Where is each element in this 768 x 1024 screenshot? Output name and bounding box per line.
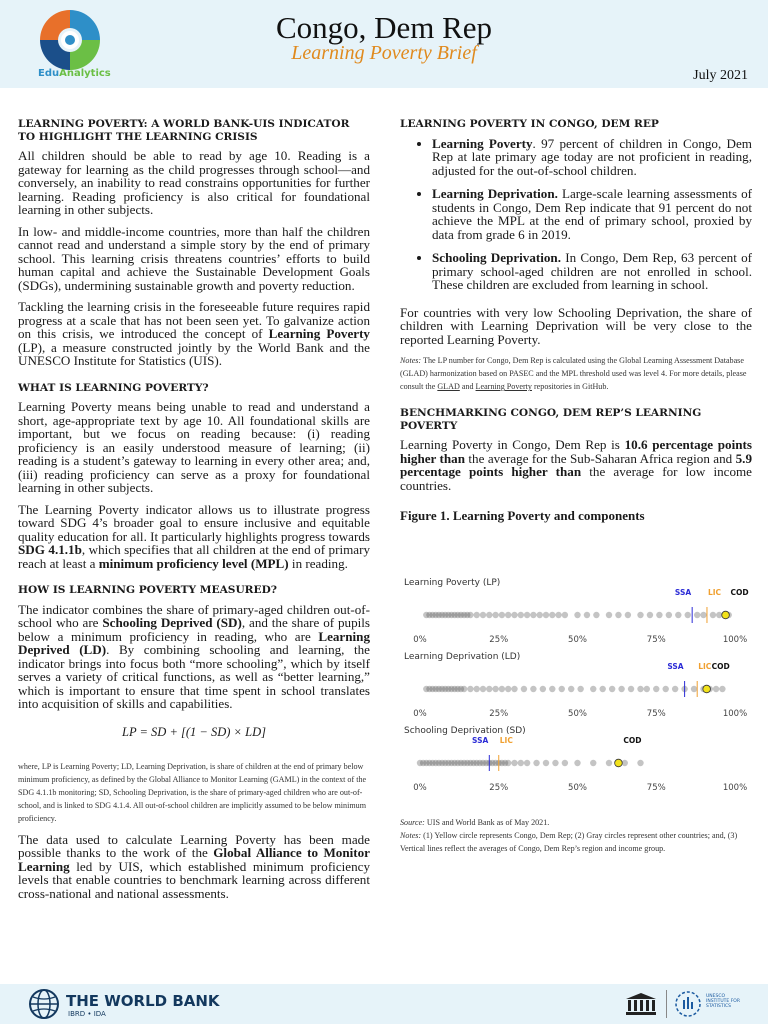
country-point [543,612,549,618]
left-column [18,118,370,908]
formula-note: where, LP is Learning Poverty; LD, Learning Deprivation, is share of children at the end of primary below minimum proficiency, as defined by the Global Alliance to Monitor Learning (GAML) in the context of the SDG 4.1.1b monitoring; SD, Schooling Deprivation, is the share of primary-aged children who are out-of-school, and is linked to SDG 4.1.4. All out-of-school children are implicitly assumed to be below minimum proficiency. [18,761,367,823]
tick-label: 100% [722,635,748,645]
bullet-list [400,137,752,292]
page-title: Congo, Dem Rep [275,10,493,45]
section-heading-country: LEARNING POVERTY IN CONGO, DEM REP [400,118,659,130]
world-bank-name: THE WORLD BANK [66,992,220,1010]
tick-label: 0% [413,709,427,719]
country-point [505,612,511,618]
country-point [593,612,599,618]
paragraph: All children should be able to read by age 10. Reading is a gateway for learning as the child progresses through school—and conversely, an inability to read constrains opportunities for further learning. Reading proficiency is also critical for foundational learning in other subjects. [18,148,370,218]
ssa-label: SSA [472,736,489,745]
country-point [606,760,612,766]
country-point [492,612,498,618]
country-point [467,612,473,618]
bullet-text: Large-scale learning assessments of students in Congo, Dem Rep indicate that 91 percent do not achieve the MPL at the end of primary school, proxied by data from grade 6 in 2019. [432,186,752,242]
footer-divider [666,990,667,1018]
country-point [590,686,596,692]
paragraph: Learning Poverty means being unable to read and understand a short, age-appropriate text by age 10. All foundational skills are important, but we focus on reading because: (i) reading proficiency is an easily understood measure of learning; (ii) reading is a student’s gateway to learning in every other area; and, (iii) reading proficiency can serve as a proxy for foundational learning in other subjects. [18,399,370,496]
unesco-temple-icon [624,992,658,1016]
country-point [480,686,486,692]
section-heading-how: HOW IS LEARNING POVERTY MEASURED? [18,584,277,597]
country-point [511,760,517,766]
text: repositories in GitHub. [531,382,609,392]
learning-poverty-link[interactable]: Learning Poverty [475,382,532,392]
uis-name: UNESCO INSTITUTE FOR STATISTICS [706,994,740,1009]
country-point [562,760,568,766]
country-point [486,612,492,618]
country-point [530,686,536,692]
country-point [480,612,486,618]
country-point [691,686,697,692]
ssa-label: SSA [674,588,692,597]
bullet-bold: Learning Deprivation. [432,186,558,202]
source-note [400,816,752,829]
bold-text: Learning Poverty [268,326,370,342]
bold-text: minimum proficiency level (MPL) [98,555,289,571]
country-point [625,612,631,618]
bullet-text: In Congo, Dem Rep, 63 percent of primary school-aged children are not enrolled in school. These children are excluded from learning in school. [432,250,752,293]
country-point [562,612,568,618]
text: the average for low income countries. [400,464,752,493]
page-subtitle: Learning Poverty Brief [291,42,477,64]
list-item [432,251,752,292]
country-point [499,612,505,618]
country-point [672,686,678,692]
bullet-bold: Schooling Deprivation. [432,250,561,266]
country-point [663,686,669,692]
text: the average for the Sub-Saharan Africa region and [465,450,736,466]
cod-label: COD [730,588,749,597]
notes-label: Notes: [400,831,422,840]
glad-link[interactable]: GLAD [437,382,460,392]
country-point [524,612,530,618]
lic-label: LIC [499,736,513,745]
world-bank-globe-icon [28,988,60,1020]
section-heading-what: WHAT IS LEARNING POVERTY? [18,381,209,394]
country-point [647,612,653,618]
brief-date: July 2021 [693,68,748,83]
tick-label: 25% [489,635,509,645]
page-header [0,0,768,88]
country-point [505,686,511,692]
country-point [521,686,527,692]
list-item [432,137,752,178]
country-point [537,612,543,618]
paragraph: For countries with very low Schooling Deprivation, the share of children with Learning Deprivation will be very close to the reported Learning Poverty. [400,304,752,347]
paragraph [18,833,370,901]
country-point [713,686,719,692]
chart-footnote [400,829,752,855]
country-point [499,686,505,692]
section-heading-benchmark: BENCHMARKING CONGO, DEM REP’S LEARNING POVERTY [400,407,702,432]
cod-point [615,759,623,767]
country-point [540,686,546,692]
country-point [577,686,583,692]
text: and [459,382,476,392]
country-point [486,686,492,692]
cod-point [703,685,711,693]
country-point [609,686,615,692]
lic-label: LIC [707,588,722,597]
text: . By combining schooling and learning, the indicator brings into focus both “more schooling”, which by itself serves a variety of critical functions, as well as “better learning,” which is important to ensure that time spent in school translates into acquisition of skills and capabilities. [18,642,370,712]
bold-text: SDG 4.1.1b [18,542,82,558]
tick-label: 25% [489,709,509,719]
country-point [644,686,650,692]
world-bank-sub: IBRD • IDA [68,1010,106,1018]
country-point [637,612,643,618]
text: (1) Yellow circle represents Congo, Dem Rep; (2) Gray circles represent other countries; and, (3) Vertical lines reflect the averages of Congo, Dem Rep’s region and income group. [400,831,738,853]
logo-wordmark [38,68,111,79]
lic-label: LIC [698,662,712,671]
country-point [615,612,621,618]
text: Tackling the learning crisis in the foreseeable future requires rapid progress at a scale that has not been seen yet. To galvanize action on this crisis, we introduced the concept of [18,299,370,342]
country-point [549,612,555,618]
text: , and the share of pupils below a minimum proficiency in reading, who are [18,615,370,644]
chart-notes [400,816,752,855]
country-point [518,612,524,618]
country-point [474,686,480,692]
country-point [492,686,498,692]
bold-text: Schooling Deprived (SD) [102,615,242,631]
country-point [606,612,612,618]
tick-label: 50% [568,709,587,719]
text: The data used to calculate Learning Poverty has been made possible thanks to the work of the [18,831,370,861]
bold-text: 5.9 percentage points higher than [400,450,752,480]
tick-label: 75% [646,709,666,719]
text: in reading. [288,555,348,571]
logo-analytics: Analytics [59,68,111,79]
right-column [400,118,752,530]
country-point [685,612,691,618]
note-label: Notes: [400,356,422,366]
country-point [555,612,561,618]
country-point [511,686,517,692]
tick-label: 100% [722,709,748,719]
logo-edu: Edu [38,68,60,79]
paragraph [400,438,752,492]
list-item [432,187,752,241]
lp-note [400,354,752,393]
section-heading-indicator: LEARNING POVERTY: A WORLD BANK-UIS INDICATOR TO HIGHLIGHT THE LEARNING CRISIS [18,118,350,143]
tick-label: 100% [722,783,748,793]
panel-label: Schooling Deprivation (SD) [404,726,526,736]
country-point [461,686,467,692]
ssa-label: SSA [667,662,684,671]
paragraph: In low- and middle-income countries, more than half the children cannot read and understand a simple story by the end of primary school. This learning crisis threatens countries’ efforts to build human capital and achieve the Sustainable Development Goals (SDGs), undermining sustainable growth and poverty reduction. [18,223,370,293]
country-point [574,760,580,766]
country-point [653,686,659,692]
text: The LP number for Congo, Dem Rep is calculated using the Global Learning Assessment Database (GLAD) harmonization based on PASEC and the MPL threshold used was level 4. For more details, please consult the [400,356,747,392]
paragraph [18,503,370,571]
tick-label: 75% [646,635,666,645]
tick-label: 50% [568,635,587,645]
country-point [719,686,725,692]
tick-label: 75% [646,783,666,793]
cod-label: COD [623,736,642,745]
tick-label: 0% [413,783,427,793]
text: Learning Poverty in Congo, Dem Rep is [400,437,625,453]
text: The indicator combines the share of primary-aged children out-of-school who are [18,601,370,631]
tick-label: 25% [489,783,509,793]
country-point [543,760,549,766]
uis-logo-icon [674,990,702,1018]
panel-label: Learning Deprivation (LD) [404,652,521,662]
text: led by UIS, which established minimum proficiency levels that enable countries to benchmark learning across different cross-national and national assessments. [18,858,370,901]
country-point [505,760,511,766]
country-point [524,760,530,766]
source-label: Source: [400,818,425,827]
country-point [568,686,574,692]
bullet-text: . 97 percent of children in Congo, Dem Rep at late primary age today are not proficient in reading, adjusted for the out-of-school children. [432,135,752,178]
cod-label: COD [711,662,730,671]
paragraph [18,300,370,368]
country-point [666,612,672,618]
country-point [574,612,580,618]
country-point [600,686,606,692]
country-point [511,612,517,618]
country-point [656,612,662,618]
country-point [474,612,480,618]
country-point [552,760,558,766]
tick-label: 0% [413,635,427,645]
bold-text: 10.6 percentage points higher than [400,437,752,466]
country-point [618,686,624,692]
learning-poverty-chart [400,570,760,805]
cod-point [722,611,730,619]
country-point [467,686,473,692]
bold-text: Global Alliance to Monitor Learning [18,845,370,874]
country-point [584,612,590,618]
country-point [637,686,643,692]
country-point [637,760,643,766]
country-point [700,612,706,618]
page-footer [0,984,768,1024]
tick-label: 50% [568,783,587,793]
country-point [549,686,555,692]
figure-title: Figure 1. Learning Poverty and components [400,508,645,524]
text: (LP), a measure constructed jointly by the World Bank and the UNESCO Institute for Statistics (UIS). [18,339,370,369]
lp-formula: LP = SD + [(1 − SD) × LD] [122,724,266,739]
bold-text: Learning Deprived (LD) [18,628,370,658]
bullet-bold: Learning Poverty [432,135,533,151]
country-point [533,760,539,766]
country-point [559,686,565,692]
country-point [530,612,536,618]
country-point [628,686,634,692]
country-point [694,612,700,618]
country-point [590,760,596,766]
text: UIS and World Bank as of May 2021. [424,818,550,827]
country-point [675,612,681,618]
panel-label: Learning Poverty (LP) [404,578,501,588]
text: , which specifies that all children at the end of primary reach at least a [18,542,370,571]
text: The Learning Poverty indicator allows us to illustrate progress toward SDG 4’s broader goal to ensure inclusive and equitable quality education for all. It particularly highlights progress towards [18,501,370,544]
paragraph [18,603,370,711]
country-point [710,612,716,618]
country-point [518,760,524,766]
